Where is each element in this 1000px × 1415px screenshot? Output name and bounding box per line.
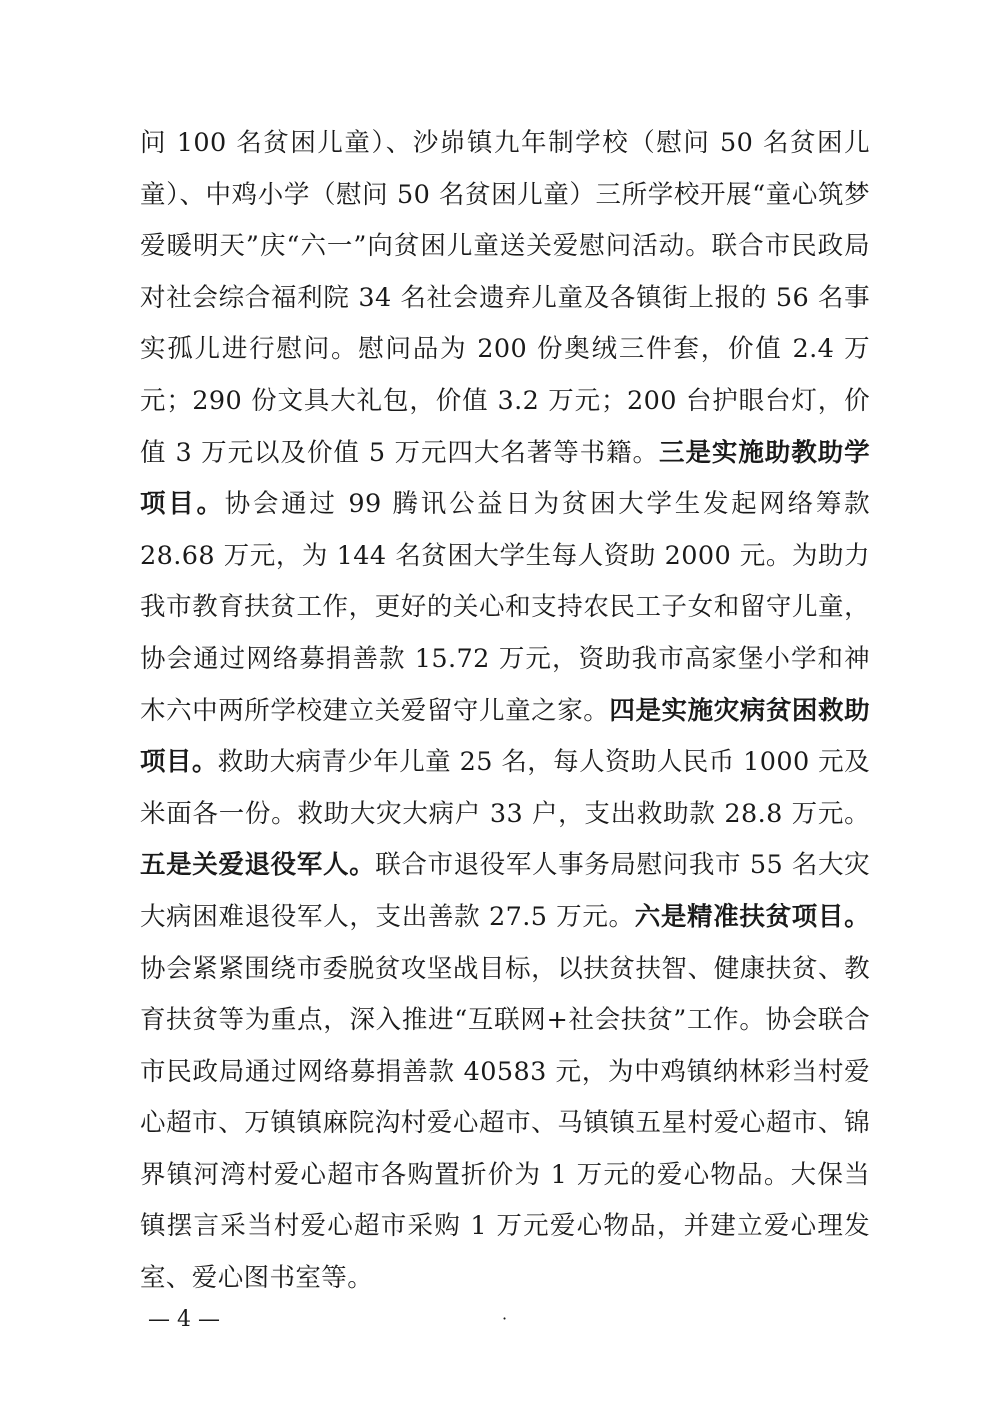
text-segment: 协会紧紧围绕市委脱贫攻坚战目标，以扶贫扶智、健康扶贫、教育扶贫等为重点，深入推进“互联网+社会扶贫”工作。协会联合市民政局通过网络募捐善款 40583 元，为中鸡镇纳林彩当村爱心超市、万镇镇麻院沟村爱心超市、马镇镇五星村爱心超市、锦界镇河湾村爱心超市各购置折价为 1 万元的爱心物品。大保当镇摆言采当村爱心超市采购 1 万元爱心物品，并建立爱心理发室、爱心图书室等。	[140, 953, 870, 1294]
text-segment: 协会通过 99 腾讯公益日为贫困大学生发起网络筹款 28.68 万元，为 144 名贫困大学生每人资助 2000 元。为助力我市教育扶贫工作，更好的关心和支持农民工子女和留守儿童，协会通过网络募捐善款 15.72 万元，资助我市高家堡小学和神木六中两所学校建立关爱留守儿童之家。	[140, 489, 870, 726]
section-heading-5: 五是关爱退役军人。	[140, 850, 376, 881]
document-body	[140, 118, 896, 1305]
text-segment: 问 100 名贫困儿童）、沙峁镇九年制学校（慰问 50 名贫困儿童）、中鸡小学（慰问 50 名贫困儿童）三所学校开展“童心筑梦 爱暖明天”庆“六一”向贫困儿童送关爱慰问活动。联合市民政局对社会综合福利院 34 名社会遗弃儿童及各镇街上报的 56 名事实孤儿进行慰问。慰问品为 200 份奥绒三件套，价值 2.4 万元；290 份文具大礼包，价值 3.2 万元；200 台护眼台灯，价值 3 万元以及价值 5 万元四大名著等书籍。	[140, 128, 896, 468]
page-footer	[140, 1305, 870, 1345]
section-heading-6: 六是精准扶贫项目。	[634, 901, 870, 932]
page-number: — 4 —	[148, 1307, 220, 1332]
section-heading-4: 四是实施灾病贫困救助项目。	[140, 695, 870, 778]
text-segment: 救助大病青少年儿童 25 名，每人资助人民币 1000 元及米面各一份。救助大灾大病户 33 户，支出救助款 28.8 万元。	[140, 747, 870, 829]
footer-dot: ·	[502, 1309, 508, 1328]
text-segment: 联合市退役军人事务局慰问我市 55 名大灾大病困难退役军人，支出善款 27.5 万元。	[140, 850, 870, 932]
section-heading-3: 三是实施助教助学项目。	[140, 437, 871, 520]
